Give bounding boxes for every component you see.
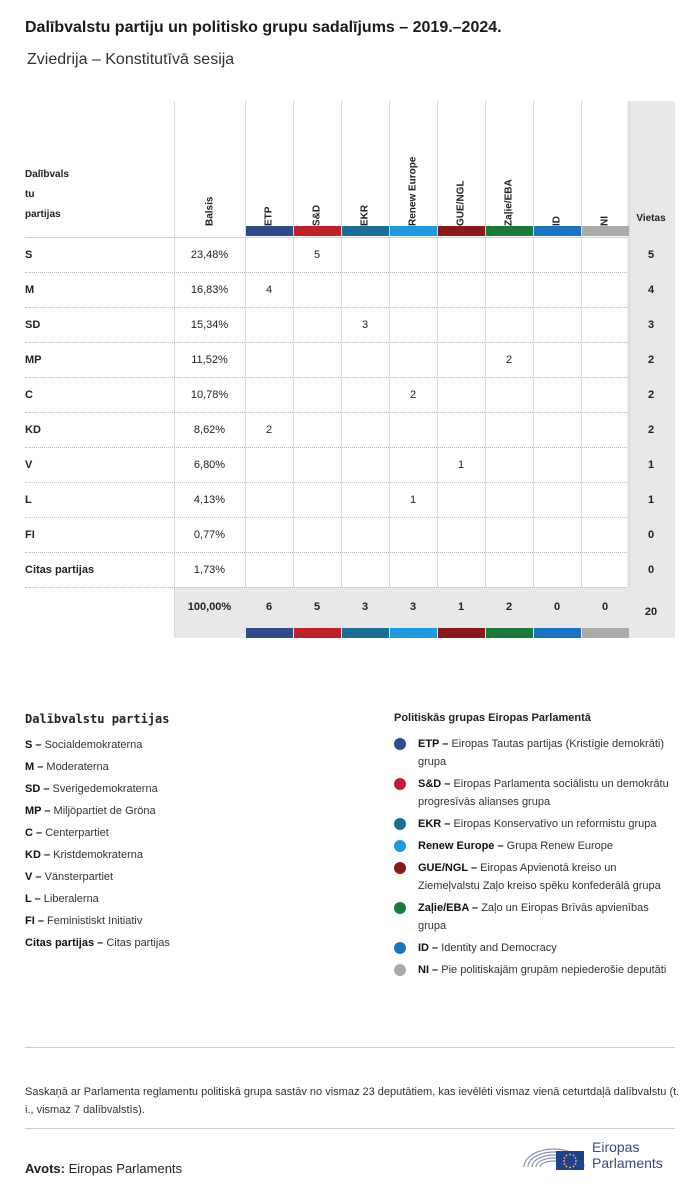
table-row	[25, 413, 675, 448]
page-title: Dalībvalstu partiju un politisko grupu sadalījums – 2019.–2024.	[25, 19, 502, 36]
group-header-label: EKR	[359, 204, 371, 226]
group-color-bar	[390, 628, 437, 638]
table-row	[25, 308, 675, 343]
seat-count: 4	[647, 284, 655, 296]
group-seat-cell	[341, 413, 389, 447]
group-color-dot-icon	[394, 778, 406, 790]
vote-share: 23,48%	[190, 249, 229, 261]
source-line	[25, 1161, 182, 1176]
legend-group-item	[394, 815, 674, 833]
total-seats: 20	[644, 606, 658, 618]
legend-party-item	[25, 759, 355, 781]
group-seat-cell	[389, 238, 437, 272]
table-row	[25, 273, 675, 308]
legend-group-name: Eiropas Parlamenta sociālistu un demokrātu progresīvās alianses grupa	[418, 778, 669, 808]
vote-share: 6,80%	[193, 459, 226, 471]
legend-group-name: Pie politiskajām grupām nepiederošie deputāti	[441, 964, 667, 976]
legend-party-abbr: KD –	[25, 849, 51, 861]
seat-count: 2	[647, 354, 655, 366]
logo-text-line-1: Eiropas	[592, 1139, 640, 1155]
group-seat-cell	[293, 378, 341, 412]
source-value: Eiropas Parlaments	[68, 1161, 183, 1176]
legend-party-item	[25, 847, 355, 869]
legend-group-item	[394, 961, 674, 979]
group-header-label: ID	[551, 216, 563, 226]
party-header-line-3: partijas	[25, 209, 61, 220]
group-color-dot-icon	[394, 862, 406, 874]
group-color-dot-icon	[394, 840, 406, 852]
total-group-seats: 0	[601, 601, 609, 613]
group-seat-cell	[389, 518, 437, 552]
group-seat-cell	[245, 448, 293, 482]
party-name: S	[25, 249, 33, 261]
legend-party-item	[25, 737, 355, 759]
group-seat-cell	[437, 343, 485, 377]
legend-group-name: Eiropas Apvienotā kreiso un Ziemeļvalstu Zaļo kreiso spēku konfederālā grupa	[418, 862, 661, 892]
total-group-seats: 3	[361, 601, 369, 613]
legend-party-name: Feministiskt Initiativ	[47, 915, 143, 927]
legend-party-name: Moderaterna	[46, 761, 109, 773]
group-seat-cell: 2	[505, 354, 513, 366]
group-seat-cell	[245, 483, 293, 517]
legend-group-abbr: ETP –	[418, 738, 449, 750]
group-seat-cell	[485, 308, 533, 342]
vote-share: 10,78%	[190, 389, 229, 401]
legend-group-item	[394, 775, 674, 811]
group-seat-cell	[437, 553, 485, 587]
page-subtitle: Zviedrija – Konstitutīvā sesija	[27, 51, 235, 68]
group-color-bar	[294, 628, 341, 638]
group-seat-cell: 1	[457, 459, 465, 471]
legend-party-name: Citas partijas	[106, 937, 170, 949]
group-seat-cell	[245, 553, 293, 587]
group-seat-cell	[341, 448, 389, 482]
group-seat-cell	[245, 378, 293, 412]
group-color-bar	[438, 628, 485, 638]
group-color-dot-icon	[394, 964, 406, 976]
group-color-bar	[582, 226, 629, 236]
group-seat-cell: 1	[409, 494, 417, 506]
group-color-bar	[294, 226, 341, 236]
group-seat-cell	[293, 308, 341, 342]
legend-group-abbr: ID –	[418, 942, 439, 954]
legend-parties-title: Dalībvalstu partijas	[25, 712, 170, 726]
legend-party-abbr: M –	[25, 761, 44, 773]
legend-group-abbr: GUE/NGL –	[418, 862, 478, 874]
group-seat-cell	[437, 273, 485, 307]
group-seat-cell	[389, 448, 437, 482]
total-group-seats: 1	[457, 601, 465, 613]
total-group-seats: 2	[505, 601, 513, 613]
european-parliament-logo	[520, 1137, 680, 1177]
group-seat-cell	[581, 273, 629, 307]
group-seat-cell	[533, 308, 581, 342]
votes-column-header	[174, 111, 245, 226]
group-color-bar	[486, 226, 533, 236]
group-seat-cell	[581, 448, 629, 482]
group-seat-cell	[485, 483, 533, 517]
group-column-header	[533, 111, 581, 226]
group-seat-cell	[341, 273, 389, 307]
legend-group-item	[394, 837, 674, 855]
total-group-seats: 3	[409, 601, 417, 613]
legend-party-abbr: SD –	[25, 783, 50, 795]
seat-distribution-table	[25, 101, 675, 638]
legend-groups-list	[394, 735, 674, 983]
group-seat-cell	[581, 308, 629, 342]
vote-share: 4,13%	[193, 494, 226, 506]
group-seat-cell	[389, 343, 437, 377]
group-seat-cell	[581, 553, 629, 587]
legend-group-abbr: NI –	[418, 964, 439, 976]
group-seat-cell	[341, 343, 389, 377]
group-header-label: GUE/NGL	[455, 180, 467, 226]
group-column-header	[341, 111, 389, 226]
total-group-seats: 0	[553, 601, 561, 613]
table-row	[25, 378, 675, 413]
group-seat-cell	[245, 238, 293, 272]
group-seat-cell	[293, 343, 341, 377]
legend-party-item	[25, 913, 355, 935]
legend-group-abbr: EKR –	[418, 818, 451, 830]
group-seat-cell	[341, 238, 389, 272]
group-color-bar	[582, 628, 629, 638]
group-seat-cell	[533, 273, 581, 307]
group-seat-cell	[581, 483, 629, 517]
group-seat-cell	[437, 378, 485, 412]
group-seat-cell: 2	[409, 389, 417, 401]
group-seat-cell	[581, 518, 629, 552]
seats-column-header: Vietas	[636, 213, 666, 224]
party-header-line-1: Dalībvals	[25, 169, 69, 180]
legend-parties-list	[25, 737, 355, 957]
party-name: FI	[25, 529, 35, 541]
group-seat-cell	[437, 308, 485, 342]
group-column-header	[293, 111, 341, 226]
seat-count: 0	[647, 564, 655, 576]
legend-party-abbr: Citas partijas –	[25, 937, 104, 949]
group-column-header	[245, 111, 293, 226]
group-seat-cell	[437, 518, 485, 552]
legend-groups-title: Politiskās grupas Eiropas Parlamentā	[394, 712, 591, 724]
group-seat-cell	[293, 413, 341, 447]
legend-party-abbr: V –	[25, 871, 42, 883]
legend-party-name: Miljöpartiet de Gröna	[53, 805, 156, 817]
group-seat-cell	[533, 378, 581, 412]
legend-party-abbr: C –	[25, 827, 43, 839]
group-seat-cell	[245, 518, 293, 552]
legend-group-name: Zaļo un Eiropas Brīvās apvienības grupa	[418, 902, 649, 932]
seat-count: 2	[647, 389, 655, 401]
party-name: SD	[25, 319, 41, 331]
group-seat-cell	[581, 343, 629, 377]
group-seat-cell	[341, 378, 389, 412]
total-group-seats: 5	[313, 601, 321, 613]
group-seat-cell	[485, 448, 533, 482]
legend-group-abbr: Renew Europe –	[418, 840, 504, 852]
table-row	[25, 553, 675, 588]
group-seat-cell	[389, 308, 437, 342]
group-header-label: Zaļie/EBA	[503, 179, 515, 226]
party-name: MP	[25, 354, 42, 366]
group-seat-cell: 3	[361, 319, 369, 331]
group-header-label: Renew Europe	[407, 156, 419, 226]
legend-group-item	[394, 859, 674, 895]
legend-group-item	[394, 899, 674, 935]
legend-group-name: Eiropas Konservatīvo un reformistu grupa	[453, 818, 657, 830]
legend-party-name: Socialdemokraterna	[44, 739, 143, 751]
party-name: Citas partijas	[25, 564, 95, 576]
vote-share: 16,83%	[190, 284, 229, 296]
source-label: Avots:	[25, 1161, 65, 1176]
group-seat-cell	[389, 553, 437, 587]
group-seat-cell	[245, 308, 293, 342]
group-seat-cell	[245, 343, 293, 377]
legend-party-name: Centerpartiet	[45, 827, 109, 839]
group-color-bar	[390, 226, 437, 236]
table-row	[25, 483, 675, 518]
legend-party-item	[25, 891, 355, 913]
group-header-label: S&D	[311, 204, 323, 226]
group-seat-cell	[485, 378, 533, 412]
legend-party-abbr: MP –	[25, 805, 51, 817]
table-row	[25, 343, 675, 378]
group-column-header	[485, 111, 533, 226]
divider	[25, 1047, 675, 1048]
legend-party-name: Sverigedemokraterna	[52, 783, 158, 795]
divider	[25, 1128, 675, 1129]
seat-count: 5	[647, 249, 655, 261]
group-seat-cell	[437, 238, 485, 272]
legend-party-item	[25, 781, 355, 803]
seat-count: 3	[647, 319, 655, 331]
group-color-bar	[342, 226, 389, 236]
party-name: V	[25, 459, 33, 471]
group-column-header	[389, 111, 437, 226]
table-row	[25, 238, 675, 273]
group-color-dot-icon	[394, 942, 406, 954]
group-seat-cell	[485, 273, 533, 307]
seat-count: 1	[647, 459, 655, 471]
group-seat-cell	[533, 553, 581, 587]
group-color-dot-icon	[394, 738, 406, 750]
group-seat-cell: 4	[265, 284, 273, 296]
group-seat-cell	[437, 483, 485, 517]
legend-group-name: Eiropas Tautas partijas (Kristīgie demokrāti) grupa	[418, 738, 664, 768]
party-name: L	[25, 494, 32, 506]
group-seat-cell	[485, 413, 533, 447]
seat-count: 2	[647, 424, 655, 436]
group-column-header	[437, 111, 485, 226]
group-seat-cell	[389, 413, 437, 447]
group-seat-cell	[437, 413, 485, 447]
seat-count: 0	[647, 529, 655, 541]
legend-group-item	[394, 939, 674, 957]
party-name: C	[25, 389, 33, 401]
group-column-header	[581, 111, 629, 226]
group-seat-cell: 5	[313, 249, 321, 261]
vote-share: 8,62%	[193, 424, 226, 436]
group-color-dot-icon	[394, 818, 406, 830]
group-seat-cell	[389, 273, 437, 307]
footnote: Saskaņā ar Parlamenta reglamentu politiskā grupa sastāv no vismaz 23 deputātiem, kas ievēlēti vismaz vienā ceturtdaļā dalībvalstu (t. i., vismaz 7 dalībvalstīs).	[25, 1086, 680, 1116]
group-color-bar	[438, 226, 485, 236]
group-seat-cell	[581, 413, 629, 447]
group-color-bar	[534, 628, 581, 638]
group-seat-cell	[533, 343, 581, 377]
group-header-label: ETP	[263, 206, 275, 226]
legend-party-abbr: S –	[25, 739, 42, 751]
total-group-seats: 6	[265, 601, 273, 613]
legend-party-name: Liberalerna	[43, 893, 99, 905]
vote-share: 1,73%	[193, 564, 226, 576]
legend-group-abbr: Zaļie/EBA –	[418, 902, 479, 914]
vote-share: 0,77%	[193, 529, 226, 541]
legend-party-name: Vänsterpartiet	[44, 871, 114, 883]
group-header-label: NI	[599, 216, 611, 226]
group-color-bar	[246, 226, 293, 236]
vote-share: 15,34%	[190, 319, 229, 331]
group-seat-cell	[533, 238, 581, 272]
party-name: M	[25, 284, 35, 296]
group-seat-cell: 2	[265, 424, 273, 436]
party-column-header	[25, 165, 85, 225]
group-seat-cell	[533, 448, 581, 482]
legend-group-item	[394, 735, 674, 771]
legend-group-name: Identity and Democracy	[441, 942, 557, 954]
group-seat-cell	[341, 518, 389, 552]
total-votes: 100,00%	[187, 601, 232, 613]
group-seat-cell	[293, 518, 341, 552]
group-color-bar	[342, 628, 389, 638]
legend-group-name: Grupa Renew Europe	[506, 840, 614, 852]
hemicycle-logo-icon	[520, 1137, 590, 1177]
group-seat-cell	[533, 483, 581, 517]
group-seat-cell	[341, 483, 389, 517]
group-color-dot-icon	[394, 902, 406, 914]
legend-group-abbr: S&D –	[418, 778, 451, 790]
group-seat-cell	[533, 518, 581, 552]
legend-party-name: Kristdemokraterna	[53, 849, 143, 861]
legend-party-item	[25, 869, 355, 891]
group-color-bar	[534, 226, 581, 236]
group-seat-cell	[293, 273, 341, 307]
group-color-bar	[486, 628, 533, 638]
logo-text-line-2: Parlaments	[592, 1155, 663, 1171]
group-seat-cell	[581, 238, 629, 272]
legend-party-abbr: L –	[25, 893, 41, 905]
party-name: KD	[25, 424, 41, 436]
table-row	[25, 448, 675, 483]
group-seat-cell	[293, 553, 341, 587]
group-color-bar	[246, 628, 293, 638]
legend-party-item	[25, 935, 355, 957]
legend-party-abbr: FI –	[25, 915, 44, 927]
group-seat-cell	[293, 483, 341, 517]
group-seat-cell	[293, 448, 341, 482]
legend-party-item	[25, 825, 355, 847]
group-seat-cell	[485, 553, 533, 587]
vote-share: 11,52%	[191, 354, 228, 366]
group-seat-cell	[485, 518, 533, 552]
votes-header-label: Balsis	[204, 196, 215, 226]
group-seat-cell	[533, 413, 581, 447]
seat-count: 1	[647, 494, 655, 506]
group-seat-cell	[341, 553, 389, 587]
group-seat-cell	[485, 238, 533, 272]
table-row	[25, 518, 675, 553]
logo-text	[592, 1139, 663, 1171]
party-header-line-2: tu	[25, 189, 35, 200]
group-seat-cell	[581, 378, 629, 412]
legend-party-item	[25, 803, 355, 825]
